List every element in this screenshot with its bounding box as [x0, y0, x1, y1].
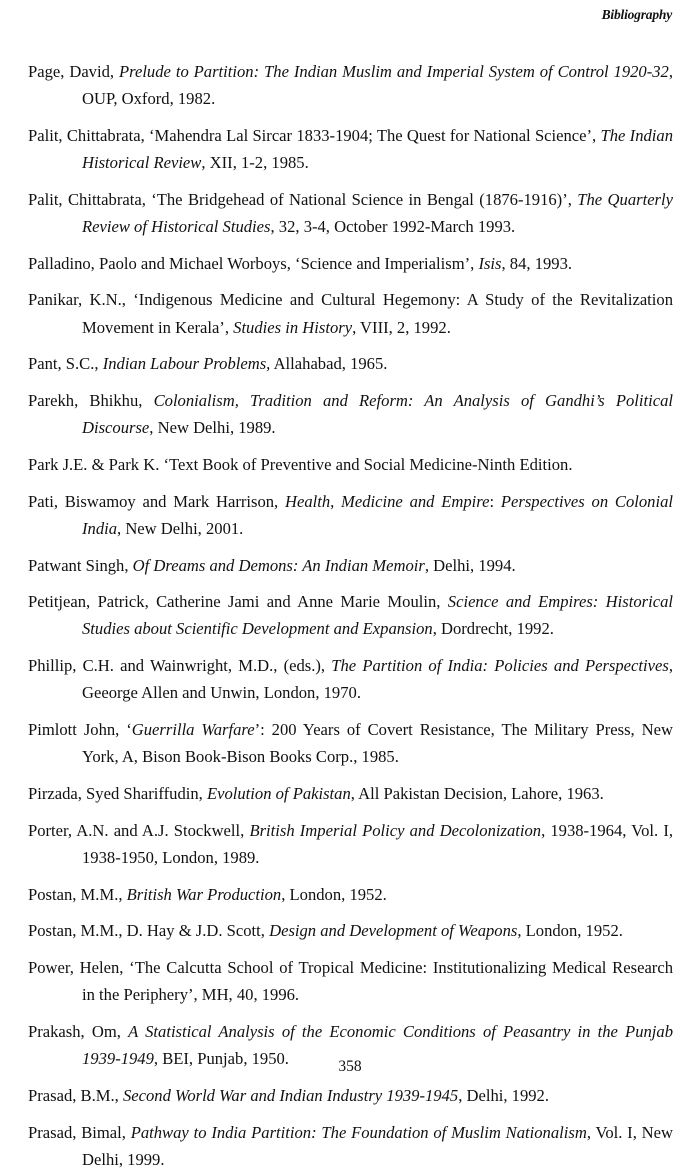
entry-text: Prasad, B.M.,	[28, 1085, 123, 1105]
running-head: Bibliography	[601, 7, 672, 22]
entry-text: Pirzada, Syed Shariffudin,	[28, 783, 207, 803]
entry-title-italic: Perspectives on Colonial India	[82, 491, 673, 538]
entry-text: Page, David,	[28, 62, 119, 81]
entry-text: Panikar, K.N., ‘Indigenous Medicine and Cultural Hegemony: A Study of the Revitalization Movement in Kerala’,	[28, 290, 673, 337]
bibliography-entry	[28, 588, 673, 642]
bibliography-entry	[28, 1082, 673, 1109]
entry-title-italic: Health, Medicine and Empire	[284, 491, 490, 511]
entry-text: , 84, 1993.	[501, 253, 573, 273]
bibliography-entry-list	[28, 58, 673, 1173]
entry-text: , 32, 3-4, October 1992-March 1993.	[270, 217, 516, 237]
bibliography-entry	[28, 488, 673, 542]
bibliography-entry	[28, 652, 673, 706]
entry-text: Postan, M.M., D. Hay & J.D. Scott,	[28, 921, 270, 941]
entry-title-italic: British Imperial Policy and Decolonization	[249, 820, 542, 840]
entry-title-italic: British War Production	[126, 884, 282, 904]
bibliography-entry	[28, 387, 673, 441]
entry-text: , XII, 1-2, 1985.	[201, 153, 309, 173]
bibliography-entry	[28, 286, 673, 340]
bibliography-entry	[28, 552, 673, 579]
bibliography-entry	[28, 58, 673, 112]
entry-title-italic: Guerrilla Warfare	[131, 720, 255, 740]
bibliography-entry	[28, 122, 673, 176]
entry-title-italic: Pathway to India Partition: The Foundation of Muslim Nationalism	[130, 1122, 587, 1142]
entry-text: Parekh, Bhikhu,	[28, 391, 154, 411]
bibliography-entry	[28, 250, 673, 277]
bibliography-entry	[28, 350, 673, 377]
entry-text: , VIII, 2, 1992.	[352, 317, 451, 337]
entry-title-italic: Of Dreams and Demons: An Indian Memoir	[132, 555, 425, 575]
entry-text: Postan, M.M.,	[28, 884, 127, 904]
entry-text: , New Delhi, 2001.	[117, 518, 244, 538]
entry-text: , Delhi, 1994.	[424, 555, 516, 575]
entry-text: Patwant Singh,	[28, 555, 133, 575]
entry-title-italic: Evolution of Pakistan	[206, 783, 351, 803]
entry-text: Porter, A.N. and A.J. Stockwell,	[28, 820, 250, 840]
entry-title-italic: Design and Development of Weapons	[269, 921, 518, 941]
entry-text: Petitjean, Patrick, Catherine Jami and Anne Marie Moulin,	[28, 592, 448, 612]
entry-title-italic: Second World War and Indian Industry 1939-1945	[122, 1085, 459, 1105]
entry-title-italic: Isis	[478, 253, 502, 273]
entry-text: Pati, Biswamoy and Mark Harrison,	[28, 491, 285, 511]
entry-text: , BEI, Punjab, 1950.	[153, 1049, 289, 1069]
entry-title-italic: The Partition of India: Policies and Perspectives	[331, 656, 669, 676]
entry-text: , Geeorge Allen and Unwin, London, 1970.	[82, 656, 673, 703]
bibliography-entry	[28, 917, 673, 944]
entry-title-italic: A Statistical Analysis of the Economic Conditions of Peasantry in the Punjab 1939-1949	[82, 1021, 673, 1069]
bibliography-entry	[28, 186, 673, 240]
entry-title-italic: The Quarterly Review of Historical Studies	[82, 189, 673, 237]
entry-text: , London, 1952.	[281, 884, 387, 904]
entry-text: , London, 1952.	[517, 921, 623, 941]
bibliography-entry	[28, 881, 673, 908]
entry-text: Park J.E. & Park K. ‘Text Book of Preventive and Social Medicine-Ninth Edition.	[28, 454, 573, 474]
entry-title-italic: The Indian Historical Review	[82, 125, 673, 173]
entry-text: , OUP, Oxford, 1982.	[82, 62, 674, 109]
entry-title-italic: Indian Labour Problems,	[102, 354, 271, 374]
entry-text: Power, Helen, ‘The Calcutta School of Tropical Medicine: Institutionalizing Medical Research in the Periphery’, MH, 40, 1996.	[28, 957, 673, 1005]
entry-text: Prasad, Bimal,	[28, 1122, 131, 1142]
bibliography-entry	[28, 451, 673, 478]
entry-text: Phillip, C.H. and Wainwright, M.D., (eds.),	[28, 656, 332, 676]
entry-text: , All Pakistan Decision, Lahore, 1963.	[350, 783, 604, 803]
entry-text: Allahabad, 1965.	[270, 354, 388, 374]
entry-text: :	[489, 491, 501, 511]
bibliography-entry	[28, 817, 673, 871]
entry-text: , Dordrecht, 1992.	[432, 619, 554, 639]
entry-title-italic: Studies in History	[233, 317, 353, 337]
entry-text: , 1938-1964, Vol. I, 1938-1950, London, 1989.	[82, 820, 673, 867]
entry-text: ’: 200 Years of Covert Resistance, The Military Press, New York, A, Bison Book-Bison Books Corp., 1985.	[82, 720, 673, 767]
entry-text: , New Delhi, 1989.	[149, 418, 276, 438]
bibliography-entry	[28, 780, 673, 807]
entry-title-italic: Colonialism, Tradition and Reform: An Analysis of Gandhi’s Political Discourse	[82, 391, 673, 438]
entry-title-italic: Prelude to Partition: The Indian Muslim and Imperial System of Control 1920-32	[118, 62, 669, 81]
entry-text: Prakash, Om,	[28, 1021, 129, 1041]
entry-text: Palladino, Paolo and Michael Worboys, ‘Science and Imperialism’,	[28, 253, 479, 273]
page-number: 358	[338, 1058, 362, 1075]
entry-title-italic: Science and Empires: Historical Studies about Scientific Development and Expansion	[82, 592, 673, 639]
bibliography-entry	[28, 716, 673, 770]
entry-text: Palit, Chittabrata, ‘Mahendra Lal Sircar 1833-1904; The Quest for National Science’,	[28, 125, 601, 145]
entry-text: Palit, Chittabrata, ‘The Bridgehead of National Science in Bengal (1876-1916)’,	[28, 189, 578, 209]
entry-text: , Delhi, 1992.	[458, 1085, 549, 1105]
entry-text: Pant, S.C.,	[28, 354, 103, 374]
bibliography-entry	[28, 1119, 673, 1173]
entry-text: Pimlott John, ‘	[28, 720, 132, 740]
bibliography-entry	[28, 954, 673, 1008]
entry-text: , Vol. I, New Delhi, 1999.	[82, 1122, 673, 1169]
